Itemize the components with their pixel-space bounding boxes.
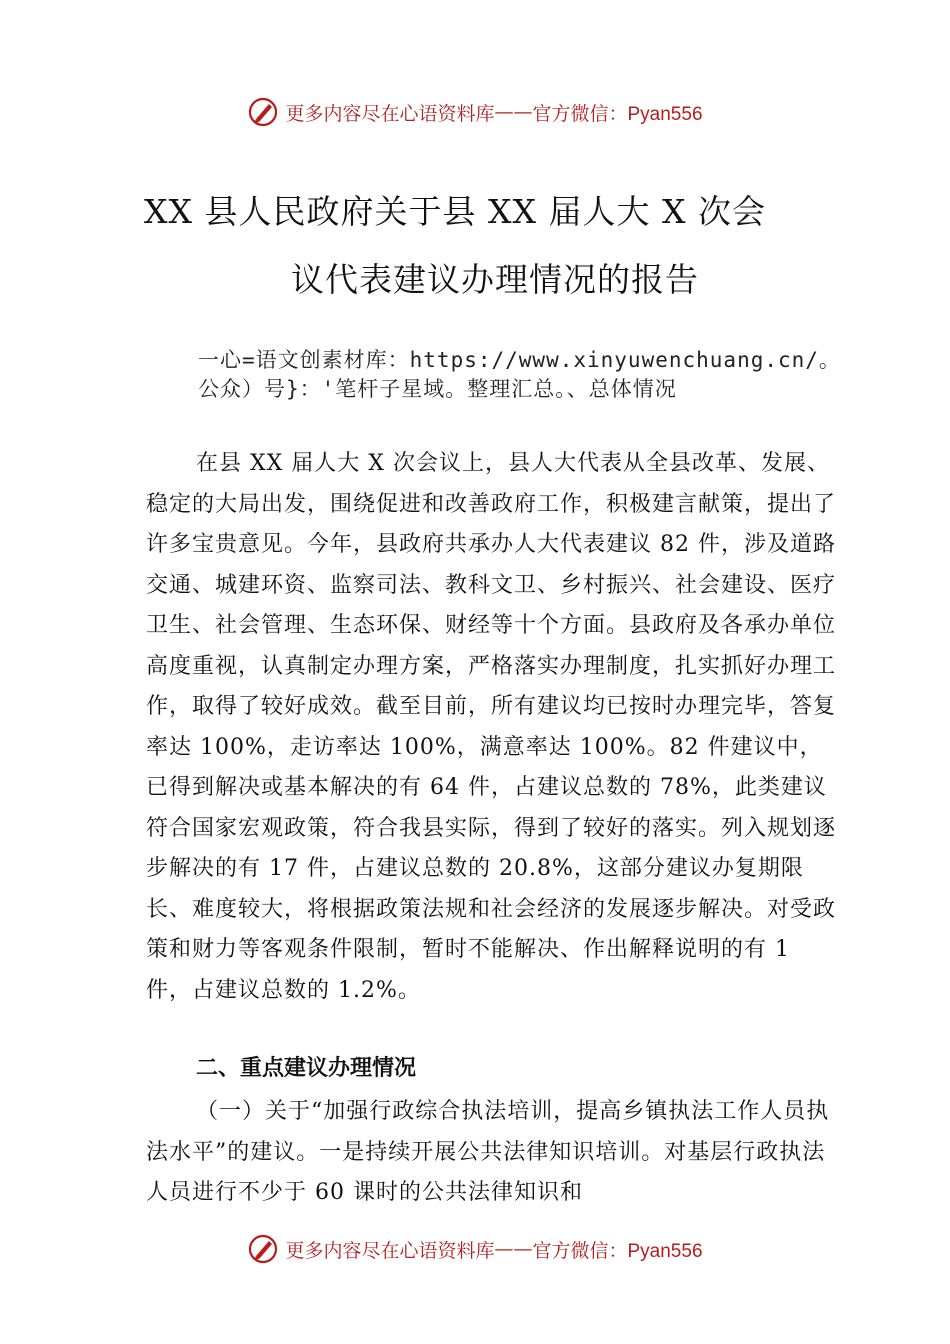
watermark-text: 更多内容尽在心语资料库 bbox=[285, 1239, 495, 1262]
pen-circle-logo-icon bbox=[247, 1233, 279, 1265]
watermark-footer bbox=[0, 1233, 950, 1265]
watermark-text: 更多内容尽在心语资料库 bbox=[285, 102, 495, 125]
document-title-line-2: 议代表建议办理情况的报告 bbox=[291, 260, 699, 299]
watermark-contact: 官方微信：Pyan556 bbox=[532, 1240, 703, 1262]
document-title-line-1: XX 县人民政府关于县 XX 届人大 X 次会 bbox=[144, 192, 766, 231]
watermark-dash: —— bbox=[494, 101, 533, 123]
body-paragraph-1: 在县 XX 届人大 X 次会议上，县人大代表从全县改革、发展、稳定的大局出发，围绕促进和改善政府工作，积极建言献策，提出了许多宝贵意见。今年，县政府共承办人大代表建议 82 件，涉及道路交通、城建环资、监察司法、教科文卫、乡村振兴、社会建设、医疗卫生、社会管理、生态环保、财经等十个方面。县政府及各承办单位高度重视，认真制定办理方案，严格落实办理制度，扎实抓好办理工作，取得了较好成效。截至目前，所有建议均已按时办理完毕，答复率达 100%，走访率达 100%，满意率达 100%。82 件建议中， 已得到解决或基本解决的有 64 件，占建议总数的 78%，此类建议符合国家宏观政策，符合我县实际，得到了较好的落实。列入规划逐步解决的有 17 件，占建议总数的 20.8%，这部分建议办复期限长、难度较大，将根据政策法规和社会经济的发展逐步解决。对受政策和财力等客观条件限制，暂时不能解决、作出解释说明的有 1 件，占建议总数的 1.2%。 bbox=[146, 451, 837, 1003]
watermark-header bbox=[0, 96, 950, 128]
body-paragraph-2: （一）关于“加强行政综合执法培训，提高乡镇执法工作人员执法水平”的建议。一是持续开展公共法律知识培训。对基层行政执法人员进行不少于 60 课时的公共法律知识和 bbox=[146, 1099, 830, 1205]
pen-circle-logo-icon bbox=[247, 96, 279, 128]
watermark-contact: 官方微信：Pyan556 bbox=[532, 103, 703, 125]
source-note: 一心=语文创素材库：https://www.xinyuwenchuang.cn/。公众）号}：'笔杆子星域。整理汇总。、总体情况 bbox=[198, 348, 841, 401]
section-heading-2: 二、重点建议办理情况 bbox=[196, 1056, 417, 1081]
watermark-dash: —— bbox=[494, 1238, 533, 1260]
